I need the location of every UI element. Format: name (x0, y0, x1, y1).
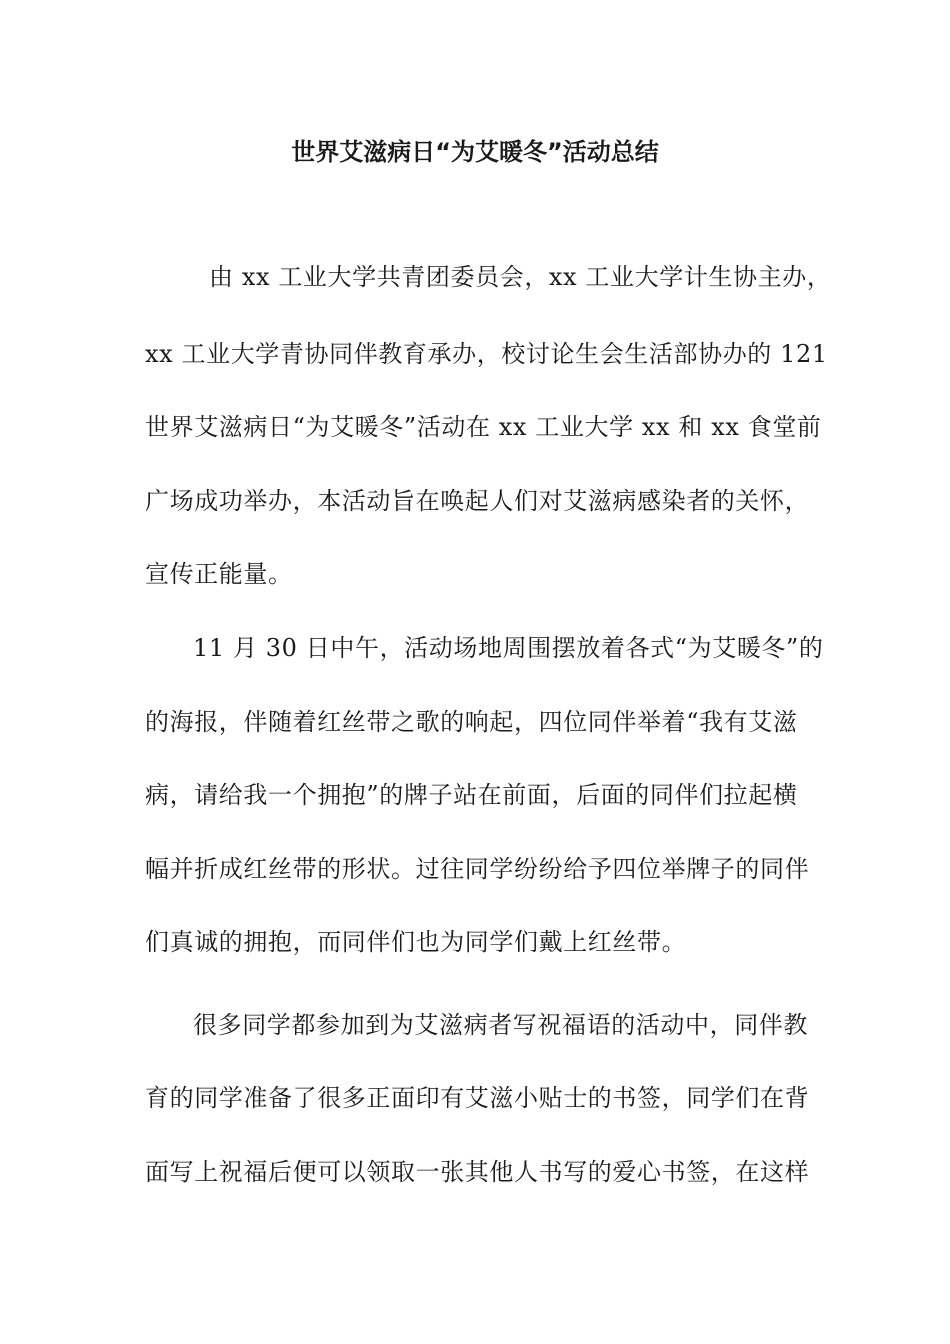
paragraph-line: 们真诚的拥抱，而同伴们也为同学们戴上红丝带。 (145, 928, 687, 956)
paragraph-line: 宣传正能量。 (145, 560, 293, 588)
paragraph-line: xx 工业大学青协同伴教育承办，校讨论生会生活部协办的 121 (145, 340, 828, 368)
paragraph-line: 很多同学都参加到为艾滋病者写祝福语的活动中，同伴教 (193, 1011, 808, 1039)
paragraph-line: 世界艾滋病日“为艾暖冬”活动在 xx 工业大学 xx 和 xx 食堂前 (145, 413, 822, 441)
paragraph-line: 病，请给我一个拥抱”的牌子站在前面，后面的同伴们拉起横 (145, 781, 798, 809)
paragraph-line: 由 xx 工业大学共青团委员会，xx 工业大学计生协主办， (209, 263, 832, 291)
document-title: 世界艾滋病日“为艾暖冬”活动总结 (291, 138, 659, 166)
paragraph-line: 11 月 30 日中午，活动场地周围摆放着各式“为艾暖冬”的 (193, 634, 824, 662)
paragraph-line: 的海报，伴随着红丝带之歌的响起，四位同伴举着“我有艾滋 (145, 708, 798, 736)
paragraph-line: 幅并折成红丝带的形状。过往同学纷纷给予四位举牌子的同伴 (145, 855, 810, 883)
paragraph-line: 育的同学准备了很多正面印有艾滋小贴士的书签，同学们在背 (145, 1084, 810, 1112)
paragraph-line: 广场成功举办，本活动旨在唤起人们对艾滋病感染者的关怀， (145, 487, 810, 515)
paragraph-line: 面写上祝福后便可以领取一张其他人书写的爱心书签，在这样 (145, 1158, 810, 1186)
